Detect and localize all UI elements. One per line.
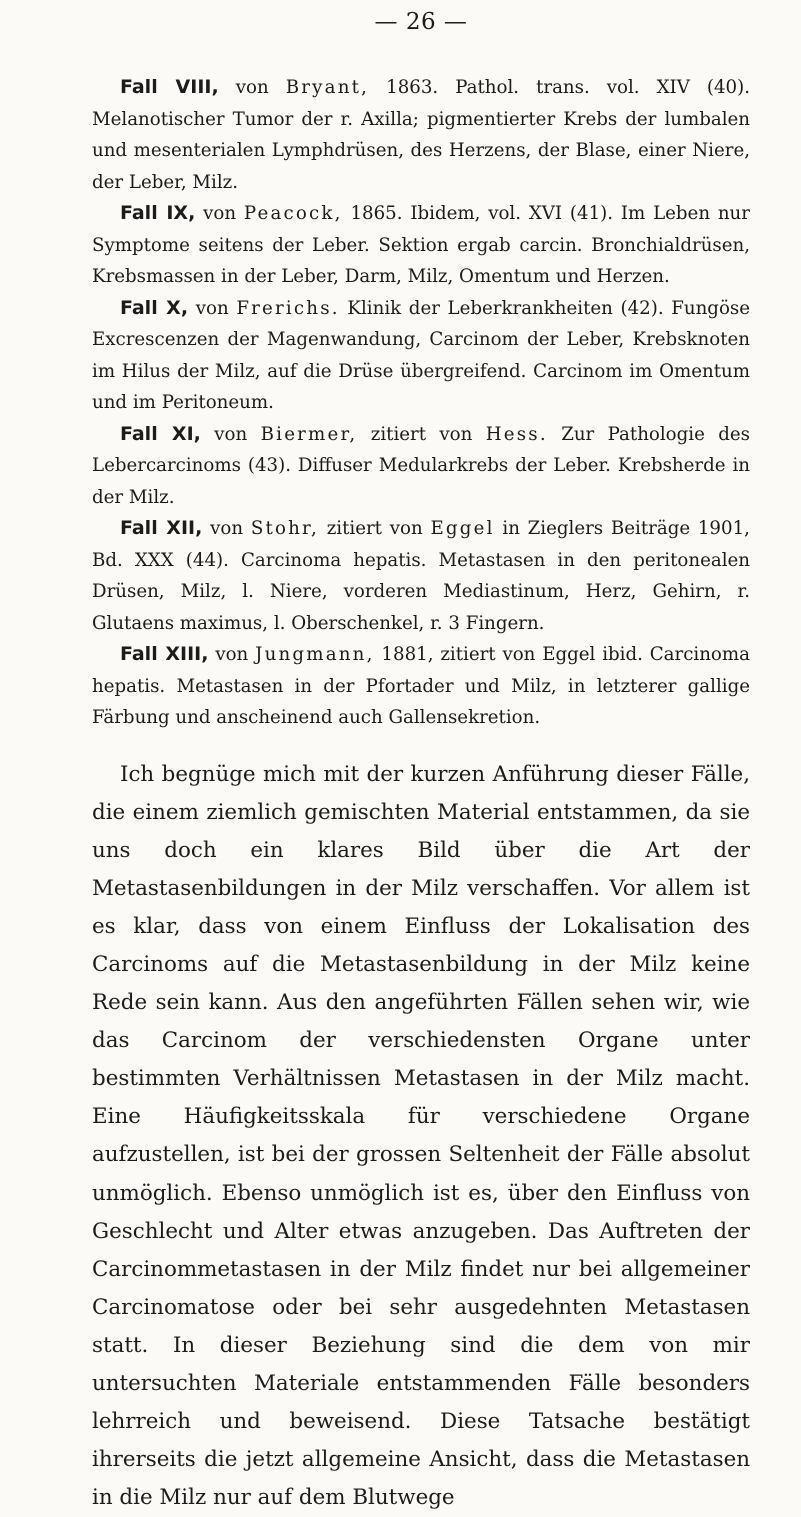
case-list (92, 72, 750, 734)
case-label: Fall X, (120, 297, 188, 319)
case-label: Fall XI, (120, 423, 201, 445)
case-text: 1865. Ibidem, vol. XVI (41). Im Leben nur Symptome seitens der Leber. Sektion ergab carcin. Bronchialdrüsen, Krebsmassen in der Leber, Darm, Milz, Omentum und Herzen. (92, 203, 750, 287)
case-paragraph (92, 419, 750, 514)
case-text: Klinik der Leberkrankheiten (42). Fungöse Excrescenzen der Magenwandung, Carcinom der Leber, Krebsknoten im Hilus der Milz, auf die Drüse übergreifend. Carcinom im Omentum und im Peritoneum. (92, 298, 750, 414)
case-text: 1863. Pathol. trans. vol. XIV (40). Melanotischer Tumor der r. Axilla; pigmentierter Krebs der lumbalen und mesenterialen Lymphdrüsen, des Herzens, der Blase, einer Niere, der Leber, Milz. (92, 77, 750, 193)
author-prefix: von (215, 644, 248, 665)
case-text: Zur Pathologie des Lebercarcinoms (43). Diffuser Medularkrebs der Leber. Krebsherde in der Milz. (92, 424, 750, 508)
case-item (92, 639, 750, 734)
case-author: Biermer, (261, 424, 358, 445)
case-author: Jungmann, (255, 644, 374, 665)
case-item (92, 419, 750, 514)
case-author: Bryant, (286, 77, 369, 98)
case-paragraph (92, 198, 750, 293)
case-paragraph (92, 639, 750, 734)
case-text: in Zieglers Beiträge 1901, Bd. XXX (44). Carcinoma hepatis. Metastasen in den peritonealen Drüsen, Milz, l. Niere, vorderen Mediastinum, Herz, Gehirn, r. Glutaens maximus, l. Oberschenkel, r. 3 Fingern. (92, 518, 750, 634)
author-prefix: von (236, 77, 269, 98)
case-author: Stohr, (251, 518, 319, 539)
case-paragraph (92, 72, 750, 198)
case-citation-mid: zitiert von (327, 518, 423, 539)
case-author: Frerichs. (236, 298, 339, 319)
document-page (92, 0, 750, 1517)
case-item (92, 72, 750, 198)
body-paragraph (92, 756, 750, 1517)
case-item (92, 513, 750, 639)
case-paragraph (92, 293, 750, 419)
case-item (92, 198, 750, 293)
case-item (92, 293, 750, 419)
case-paragraph (92, 513, 750, 639)
author-prefix: von (203, 203, 236, 224)
case-label: Fall XII, (120, 517, 202, 539)
case-label: Fall VIII, (120, 76, 219, 98)
author-prefix: von (214, 424, 247, 445)
case-citation-mid: zitiert von (371, 424, 473, 445)
page-number: — 26 — (92, 0, 750, 54)
author-prefix: von (210, 518, 243, 539)
case-author: Peacock, (244, 203, 343, 224)
case-author-secondary: Eggel (430, 518, 494, 539)
case-label: Fall IX, (120, 202, 195, 224)
case-author-secondary: Hess. (486, 424, 548, 445)
author-prefix: von (196, 298, 229, 319)
case-text: 1881, zitiert von Eggel ibid. Carcinoma hepatis. Metastasen in der Pfortader und Milz, in letzterer gallige Färbung und anscheinend auch Gallensekretion. (92, 644, 750, 728)
case-label: Fall XIII, (120, 643, 208, 665)
body-paragraph-text: Ich begnüge mich mit der kurzen Anführung dieser Fälle, die einem ziemlich gemischten Material entstammen, da sie uns doch ein klares Bild über die Art der Metastasenbildungen in der Milz verschaffen. Vor allem ist es klar, dass von einem Einfluss der Lokalisation des Carcinoms auf die Metastasenbildung in der Milz keine Rede sein kann. Aus den angeführten Fällen sehen wir, wie das Carcinom der verschiedensten Organe unter bestimmten Verhältnissen Metastasen in der Milz macht. Eine Häufigkeitsskala für verschiedene Organe aufzustellen, ist bei der grossen Seltenheit der Fälle absolut unmöglich. Ebenso unmöglich ist es, über den Einfluss von Geschlecht und Alter etwas anzugeben. Das Auftreten der Carcinommetastasen in der Milz findet nur bei allgemeiner Carcinomatose oder bei sehr ausgedehnten Metastasen statt. In dieser Beziehung sind die dem von mir untersuchten Materiale entstammenden Fälle besonders lehrreich und beweisend. Diese Tatsache bestätigt ihrerseits die jetzt allgemeine Ansicht, dass die Metastasen in die Milz nur auf dem Blutwege (92, 756, 750, 1517)
